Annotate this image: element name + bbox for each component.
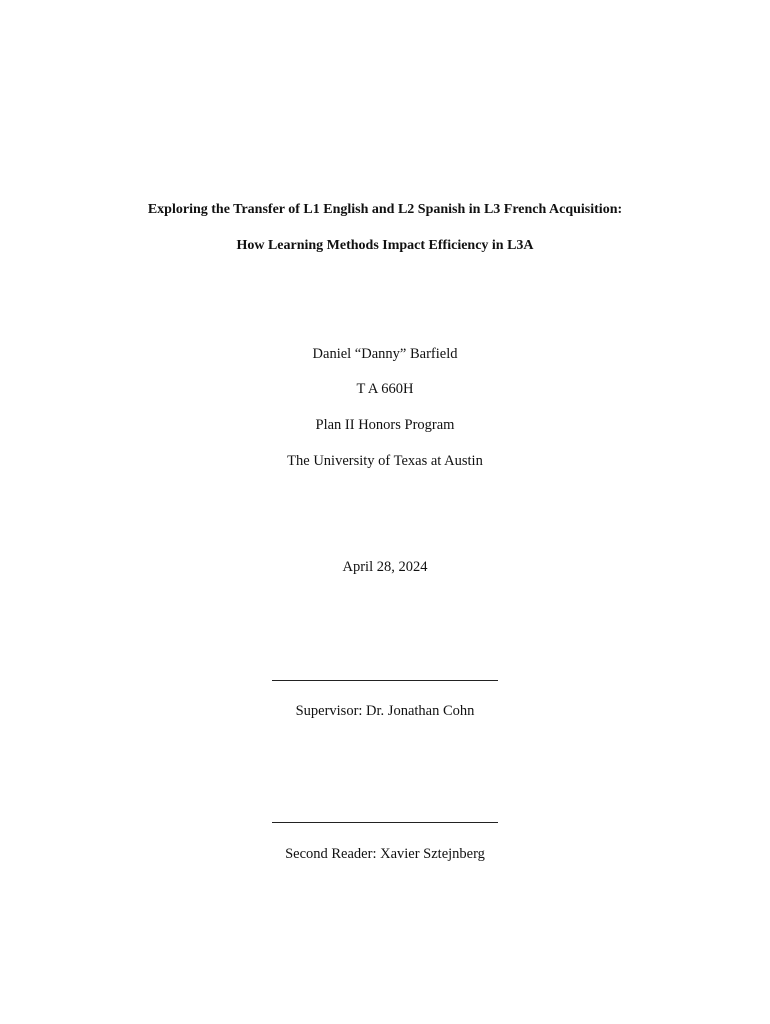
program-name: Plan II Honors Program [315, 417, 455, 433]
course-code: T A 660H [356, 381, 414, 397]
author-name: Daniel “Danny” Barfield [312, 346, 458, 362]
second-reader-label: Second Reader: Xavier Sztejnberg [285, 846, 485, 862]
supervisor-signature-line [272, 680, 498, 681]
submission-date: April 28, 2024 [342, 559, 428, 575]
supervisor-label: Supervisor: Dr. Jonathan Cohn [295, 703, 475, 719]
title-line-2: How Learning Methods Impact Efficiency in L3A [236, 238, 534, 253]
second-reader-signature-line [272, 822, 498, 823]
institution-name: The University of Texas at Austin [287, 453, 483, 469]
title-line-1: Exploring the Transfer of L1 English and L2 Spanish in L3 French Acquisition: [147, 202, 623, 217]
